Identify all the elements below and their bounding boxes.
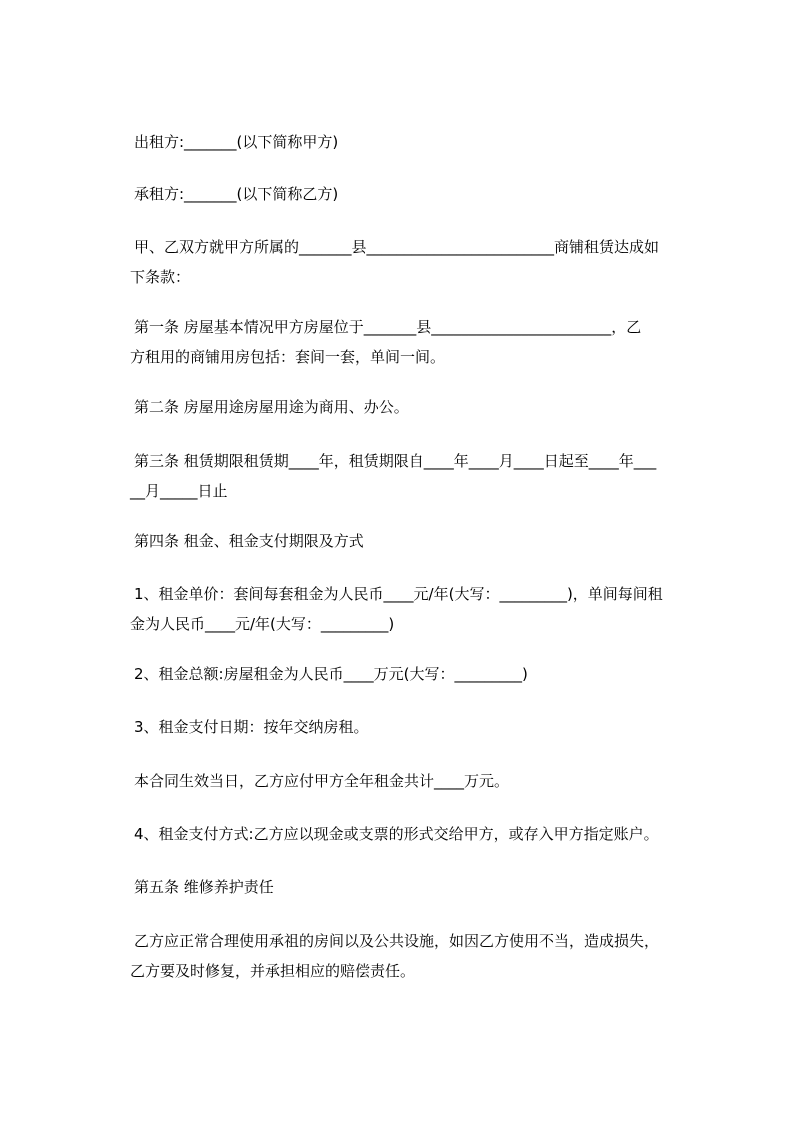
article-4-text: 第四条 租金、租金支付期限及方式 — [134, 532, 364, 550]
article-2-paragraph — [134, 392, 710, 422]
article-3-line-2: __月_____日止 — [130, 482, 228, 500]
article-5-body — [130, 926, 710, 986]
article-5-body-line-1: 乙方应正常合理使用承祖的房间以及公共设施，如因乙方使用不当，造成损失， — [134, 932, 660, 950]
article-1-line-1: 第一条 房屋基本情况甲方房屋位于_______县________________________，乙 — [134, 318, 642, 336]
article-5-body-line-2: 乙方要及时修复，并承担相应的赔偿责任。 — [130, 962, 416, 980]
article-5-text: 第五条 维修养护责任 — [134, 878, 274, 896]
lessee-line — [134, 179, 710, 209]
clause-4-3-text: 3、租金支付日期：按年交纳房租。 — [134, 718, 369, 736]
article-3-paragraph — [130, 446, 710, 506]
clause-4-1-line-2: 金为人民币____元/年(大写：_________) — [130, 615, 395, 633]
clause-4-1-paragraph — [130, 579, 710, 639]
preamble-line-2: 下条款： — [130, 268, 191, 286]
clause-4-2-paragraph — [134, 659, 710, 689]
clause-4-3b-paragraph — [134, 766, 710, 796]
article-3-line-1: 第三条 租赁期限租赁期____年，租赁期限自____年____月____日起至____年___ — [134, 452, 657, 470]
preamble-paragraph — [130, 232, 710, 292]
preamble-line-1: 甲、乙双方就甲方所属的_______县_________________________商铺租赁达成如 — [134, 238, 660, 256]
article-5-heading — [134, 872, 710, 902]
lessor-text: 出租方:_______(以下简称甲方) — [134, 133, 339, 151]
clause-4-1-line-1: 1、租金单价：套间每套租金为人民币____元/年(大写：_________)，单间每间租 — [134, 585, 663, 603]
article-1-paragraph — [130, 312, 710, 372]
article-1-line-2: 方租用的商铺用房包括：套间一套，单间一间。 — [130, 348, 446, 366]
clause-4-2-text: 2、租金总额:房屋租金为人民币____万元(大写：_________) — [134, 665, 528, 683]
clause-4-3b-text: 本合同生效当日，乙方应付甲方全年租金共计____万元。 — [134, 772, 510, 790]
clause-4-3-paragraph — [134, 712, 710, 742]
article-2-text: 第二条 房屋用途房屋用途为商用、办公。 — [134, 398, 409, 416]
lessee-text: 承租方:_______(以下简称乙方) — [134, 185, 339, 203]
lessor-line — [134, 127, 710, 157]
clause-4-4-paragraph — [134, 819, 710, 849]
article-4-heading — [134, 526, 710, 556]
clause-4-4-text: 4、租金支付方式:乙方应以现金或支票的形式交给甲方，或存入甲方指定账户。 — [134, 825, 659, 843]
